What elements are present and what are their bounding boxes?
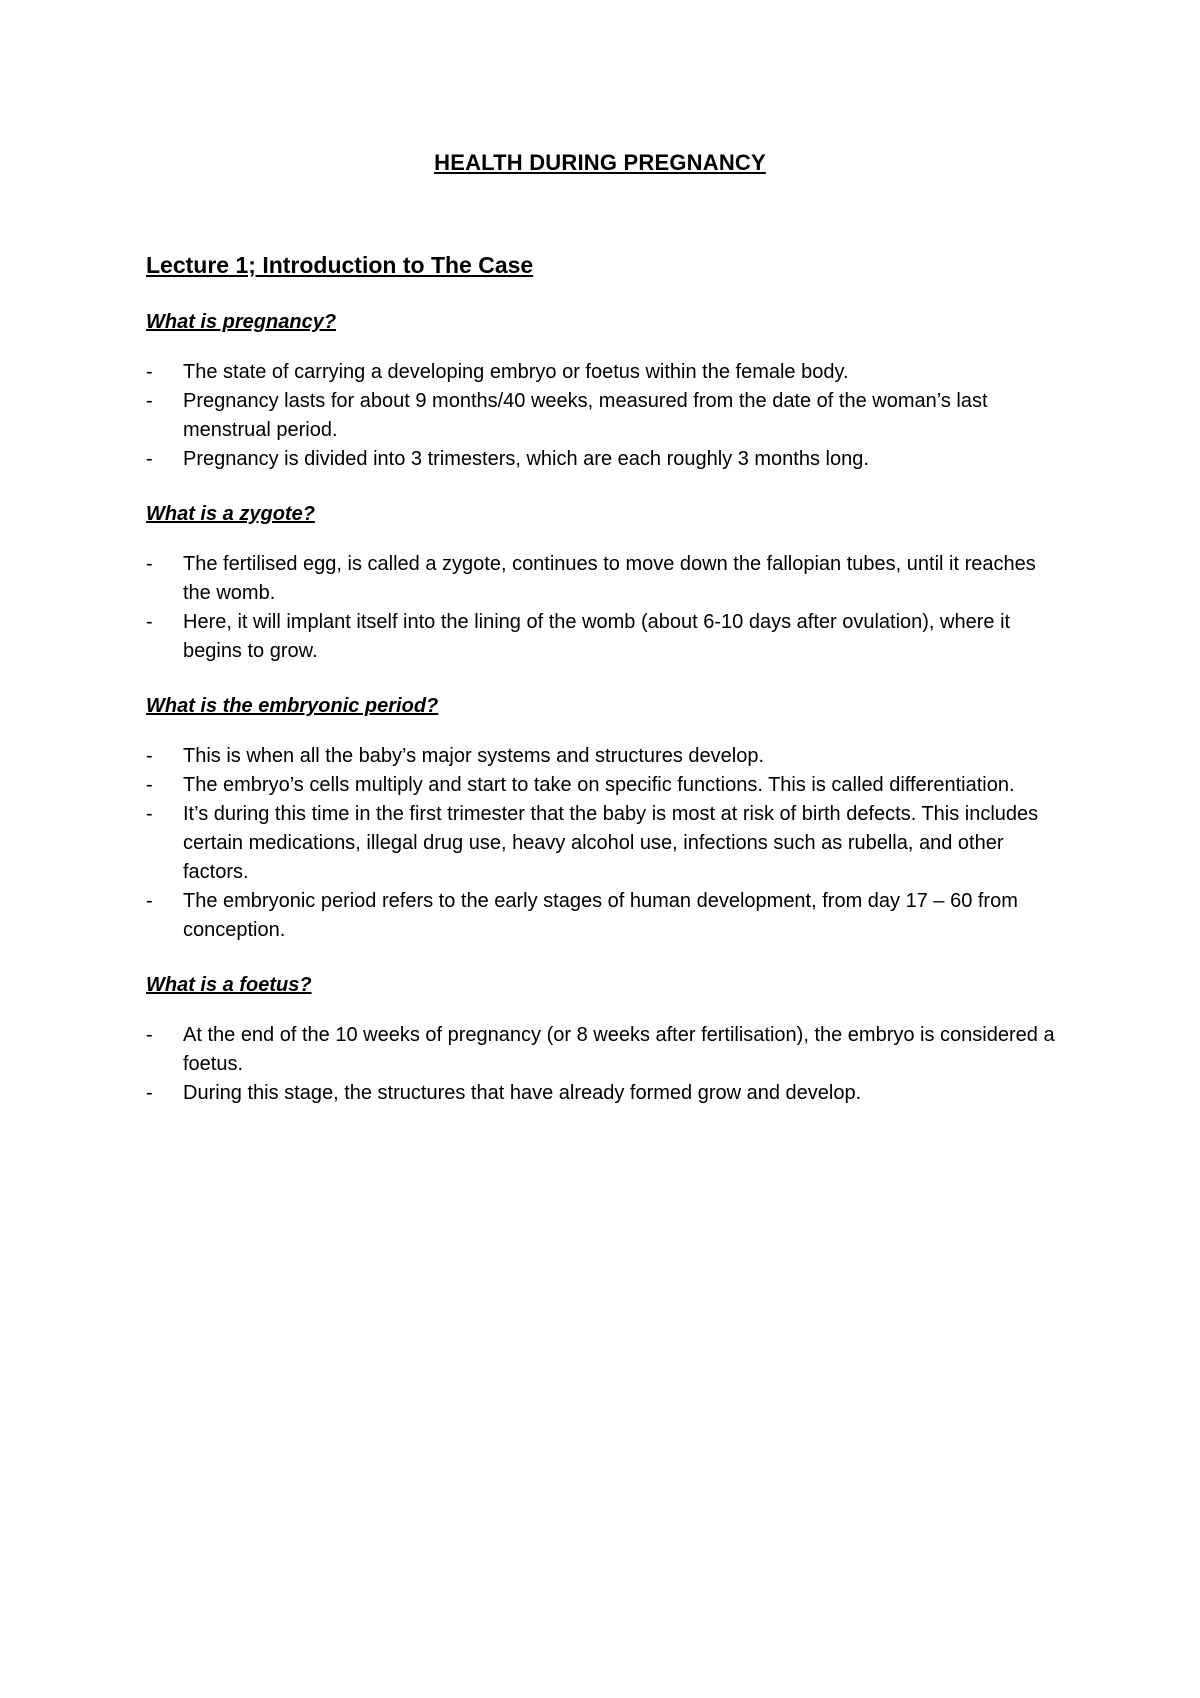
bullet-marker: - — [146, 448, 153, 470]
list-item — [146, 387, 1066, 445]
bullet-marker: - — [146, 361, 153, 383]
section-embryonic-period — [146, 692, 1066, 945]
bullet-list — [146, 550, 1066, 666]
bullet-marker: - — [146, 745, 153, 767]
bullet-text: Pregnancy lasts for about 9 months/40 weeks, measured from the date of the woman’s last menstrual period. — [183, 390, 988, 441]
bullet-text: At the end of the 10 weeks of pregnancy (or 8 weeks after fertilisation), the embryo is considered a foetus. — [183, 1024, 1055, 1075]
bullet-text: It’s during this time in the first trimester that the baby is most at risk of birth defects. This includes certain medications, illegal drug use, heavy alcohol use, infections such as rubella, and other factors. — [183, 803, 1039, 883]
bullet-text: This is when all the baby’s major systems and structures develop. — [183, 745, 765, 767]
section-pregnancy — [146, 308, 1066, 474]
list-item — [146, 800, 1066, 887]
list-item — [146, 550, 1066, 608]
bullet-marker: - — [146, 774, 153, 796]
section-heading: What is pregnancy? — [146, 311, 337, 333]
section-foetus — [146, 971, 1066, 1108]
list-item — [146, 1079, 1066, 1108]
document-body — [146, 250, 1066, 1134]
list-item — [146, 771, 1066, 800]
bullet-marker: - — [146, 390, 153, 412]
bullet-text: During this stage, the structures that have already formed grow and develop. — [183, 1082, 862, 1104]
bullet-text: The fertilised egg, is called a zygote, continues to move down the fallopian tubes, until it reaches the womb. — [183, 553, 1036, 604]
list-item — [146, 887, 1066, 945]
document-title: HEALTH DURING PREGNANCY — [434, 150, 766, 175]
list-item — [146, 1021, 1066, 1079]
section-heading: What is a zygote? — [146, 503, 315, 525]
list-item — [146, 742, 1066, 771]
bullet-text: The embryo’s cells multiply and start to take on specific functions. This is called differentiation. — [183, 774, 1015, 796]
section-heading: What is the embryonic period? — [146, 695, 439, 717]
list-item — [146, 358, 1066, 387]
bullet-marker: - — [146, 1024, 153, 1046]
section-heading: What is a foetus? — [146, 974, 312, 996]
list-item — [146, 445, 1066, 474]
bullet-text: Here, it will implant itself into the lining of the womb (about 6-10 days after ovulation), where it begins to grow. — [183, 611, 1011, 662]
bullet-text: The state of carrying a developing embryo or foetus within the female body. — [183, 361, 849, 383]
bullet-list — [146, 358, 1066, 474]
bullet-marker: - — [146, 611, 153, 633]
bullet-text: Pregnancy is divided into 3 trimesters, which are each roughly 3 months long. — [183, 448, 869, 470]
bullet-marker: - — [146, 803, 153, 825]
bullet-list — [146, 1021, 1066, 1108]
bullet-marker: - — [146, 553, 153, 575]
list-item — [146, 608, 1066, 666]
bullet-marker: - — [146, 890, 153, 912]
bullet-text: The embryonic period refers to the early stages of human development, from day 17 – 60 from conception. — [183, 890, 1018, 941]
section-zygote — [146, 500, 1066, 666]
lecture-heading: Lecture 1; Introduction to The Case — [146, 252, 534, 278]
bullet-marker: - — [146, 1082, 153, 1104]
bullet-list — [146, 742, 1066, 945]
